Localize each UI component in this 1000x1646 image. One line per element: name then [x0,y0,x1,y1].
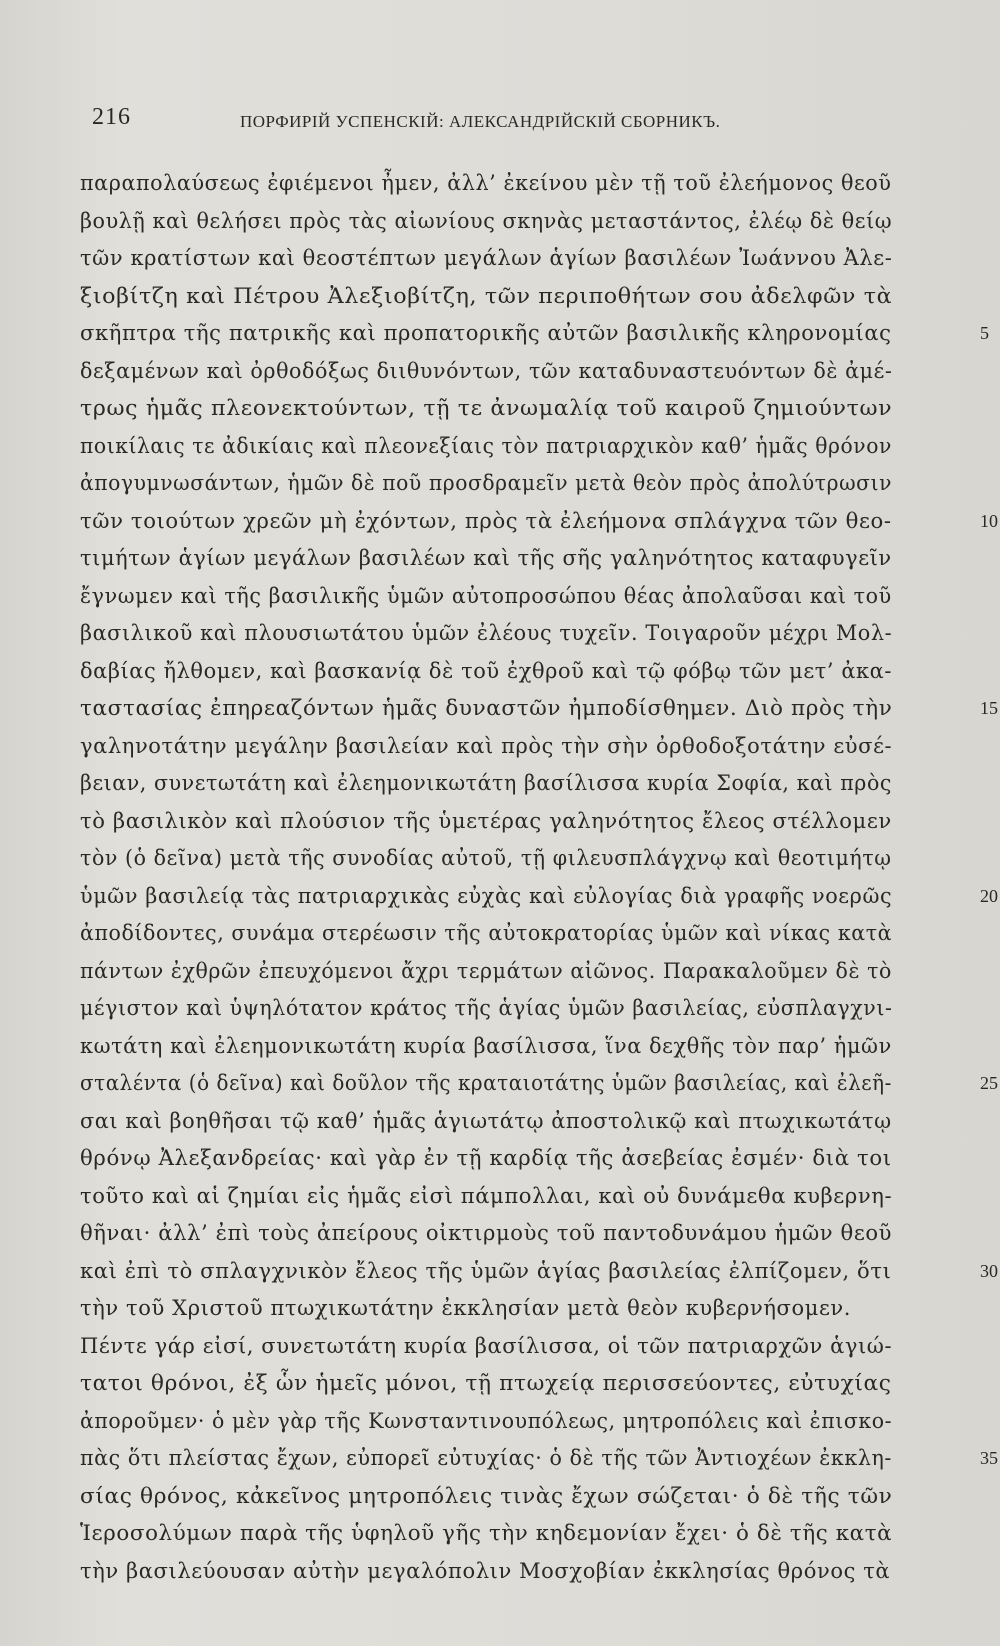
text-line: σαι καὶ βοηθῆσαι τῷ καθ’ ἡμᾶς ἁγιωτάτῳ ἀποστολικῷ καὶ πτωχικωτάτῳ [80,1108,892,1133]
text-line: καὶ ἐπὶ τὸ σπλαγχνικὸν ἔλεος τῆς ὑμῶν ἁγίας βασιλείας ἐλπίζομεν, ὅτι [80,1258,892,1283]
line-number: 10 [980,510,998,531]
text-line: τὴν τοῦ Χριστοῦ πτωχικωτάτην ἐκκλησίαν μετὰ θεὸν κυβερνήσομεν. [80,1296,852,1320]
line-number: 25 [980,1073,998,1093]
text-line: πάντων ἐχθρῶν ἐπευχόμενοι ἄχρι τερμάτων αἰῶνος. Παρακαλοῦμεν δὲ τὸ [80,958,892,983]
line-number: 35 [980,1448,998,1468]
text-line: μέγιστον καὶ ὑψηλότατον κράτος τῆς ἁγίας ὑμῶν βασιλείας, εὐσπλαγχνι- [80,996,893,1020]
text-line: τατοι θρόνοι, ἐξ ὧν ἡμεῖς μόνοι, τῇ πτωχείᾳ περισσεύοντες, εὐτυχίας [80,1371,892,1395]
text-line: σίας θρόνος, κἀκεῖνος μητροπόλεις τινὰς ἔχων σώζεται· ὁ δὲ τῆς τῶν [80,1483,893,1508]
text-line: ἔγνωμεν καὶ τῆς βασιλικῆς ὑμῶν αὐτοπροσώπου θέας ἀπολαῦσαι καὶ τοῦ [80,583,892,608]
text-line: γαληνοτάτην μεγάλην βασιλείαν καὶ πρὸς τὴν σὴν ὀρθοδοξοτάτην εὐσέ- [80,733,893,758]
text-line: δεξαμένων καὶ ὀρθοδόξως διιθυνόντων, τῶν καταδυναστευόντων δὲ ἀμέ- [80,358,893,383]
text-line: δαβίας ἤλθομεν, καὶ βασκανίᾳ δὲ τοῦ ἐχθροῦ καὶ τῷ φόβῳ τῶν μετ’ ἀκα- [80,658,893,683]
text-line: σταλέντα (ὁ δεῖνα) καὶ δοῦλον τῆς κραταιοτάτης ὑμῶν βασιλείας, καὶ ἐλεῆ- [80,1071,892,1095]
text-line: τὸν (ὁ δεῖνα) μετὰ τῆς συνοδίας αὐτοῦ, τῇ φιλευσπλάγχνῳ καὶ θεοτιμήτῳ [80,846,892,870]
line-number: 15 [980,698,998,718]
text-line: σκῆπτρα τῆς πατρικῆς καὶ προπατορικῆς αὐτῶν βασιλικῆς κληρονομίας [80,321,892,345]
text-line: βασιλικοῦ καὶ πλουσιωτάτου ὑμῶν ἐλέους τυχεῖν. Τοιγαροῦν μέχρι Μολ- [80,621,893,645]
text-line: Πέντε γάρ εἰσί, συνετωτάτη κυρία βασίλισσα, οἱ τῶν πατριαρχῶν ἁγιώ- [80,1333,893,1358]
text-line: τῶν κρατίστων καὶ θεοστέπτων μεγάλων ἁγίων βασιλέων Ἰωάννου Ἀλε- [80,246,893,270]
text-line: κωτάτη καὶ ἐλεημονικωτάτη κυρία βασίλισσα, ἵνα δεχθῆς τὸν παρ’ ἡμῶν [80,1033,892,1058]
text-line: ἀποροῦμεν· ὁ μὲν γὰρ τῆς Κωνσταντινουπόλεως, μητροπόλεις καὶ ἐπισκο- [80,1408,893,1433]
text-line: ποικίλαις τε ἀδικίαις καὶ πλεονεξίαις τὸν πατριαρχικὸν καθ’ ἡμᾶς θρόνον [80,433,892,458]
text-line: ἀποδίδοντες, συνάμα στερέωσιν τῆς αὐτοκρατορίας ὑμῶν καὶ νίκας κατὰ [80,921,893,945]
text-line: βουλῇ καὶ θελήσει πρὸς τὰς αἰωνίους σκηνὰς μεταστάντος, ἐλέῳ δὲ θείῳ [80,208,893,233]
text-line: πὰς ὅτι πλείστας ἔχων, εὐπορεῖ εὐτυχίας· ὁ δὲ τῆς τῶν Ἀντιοχέων ἐκκλη- [80,1446,892,1470]
page-header [92,104,892,144]
text-line: τρως ἡμᾶς πλεονεκτούντων, τῇ τε ἀνωμαλίᾳ τοῦ καιροῦ ζημιούντων [80,396,893,420]
text-line: ἀπογυμνωσάντων, ἡμῶν δὲ ποῦ προσδραμεῖν μετὰ θεὸν πρὸς ἀπολύτρωσιν [80,471,892,495]
text-line: ξιοβίτζη καὶ Πέτρου Ἀλεξιοβίτζη, τῶν περιποθήτων σου ἀδελφῶν τὰ [80,283,893,308]
text-line: θῆναι· ἀλλ’ ἐπὶ τοὺς ἀπείρους οἰκτιρμοὺς τοῦ παντοδυνάμου ἡμῶν θεοῦ [80,1221,893,1245]
text-line: τὸ βασιλικὸν καὶ πλούσιον τῆς ὑμετέρας γαληνότητος ἔλεος στέλλομεν [80,808,892,833]
text-line: τῶν τοιούτων χρεῶν μὴ ἐχόντων, πρὸς τὰ ἐλεήμονα σπλάγχνα τῶν θεο- [80,508,892,533]
text-line: ταστασίας ἐπηρεαζόντων ἡμᾶς δυναστῶν ἠμποδίσθημεν. Διὸ πρὸς τὴν [80,696,893,720]
line-number: 20 [980,885,998,906]
text-line: παραπολαύσεως ἐφιέμενοι ἦμεν, ἀλλ’ ἐκείνου μὲν τῇ τοῦ ἐλεήμονος θεοῦ [80,171,892,195]
text-line: τοῦτο καὶ αἱ ζημίαι εἰς ἡμᾶς εἰσὶ πάμπολλαι, καὶ οὐ δυνάμεθα κυβερνη- [80,1183,893,1208]
text-line: τιμήτων ἁγίων μεγάλων βασιλέων καὶ τῆς σῆς γαληνότητος καταφυγεῖν [80,546,892,570]
line-number: 30 [980,1260,998,1281]
line-number: 5 [980,323,989,343]
text-line: θρόνῳ Ἀλεξανδρείας· καὶ γὰρ ἐν τῇ καρδίᾳ τῆς ἀσεβείας ἐσμέν· διὰ τοι [80,1146,892,1170]
text-line: Ἱεροσολύμων παρὰ τῆς ὑφηλοῦ γῆς τὴν κηδεμονίαν ἔχει· ὁ δὲ τῆς κατὰ [80,1521,893,1545]
running-head: ПОРФИРІЙ УСПЕНСКІЙ: АЛЕКСАНДРІЙСКІЙ СБОРНИКЪ. [240,112,721,131]
text-line: τὴν βασιλεύουσαν αὐτὴν μεγαλόπολιν Μοσχοβίαν ἐκκλησίας θρόνος τὰ [80,1558,891,1583]
text-line: βειαν, συνετωτάτη καὶ ἐλεημονικωτάτη βασίλισσα κυρία Σοφία, καὶ πρὸς [80,771,892,795]
text-line: ὑμῶν βασιλείᾳ τὰς πατριαρχικὰς εὐχὰς καὶ εὐλογίας διὰ γραφῆς νοερῶς [80,883,893,908]
page-number: 216 [92,104,131,130]
